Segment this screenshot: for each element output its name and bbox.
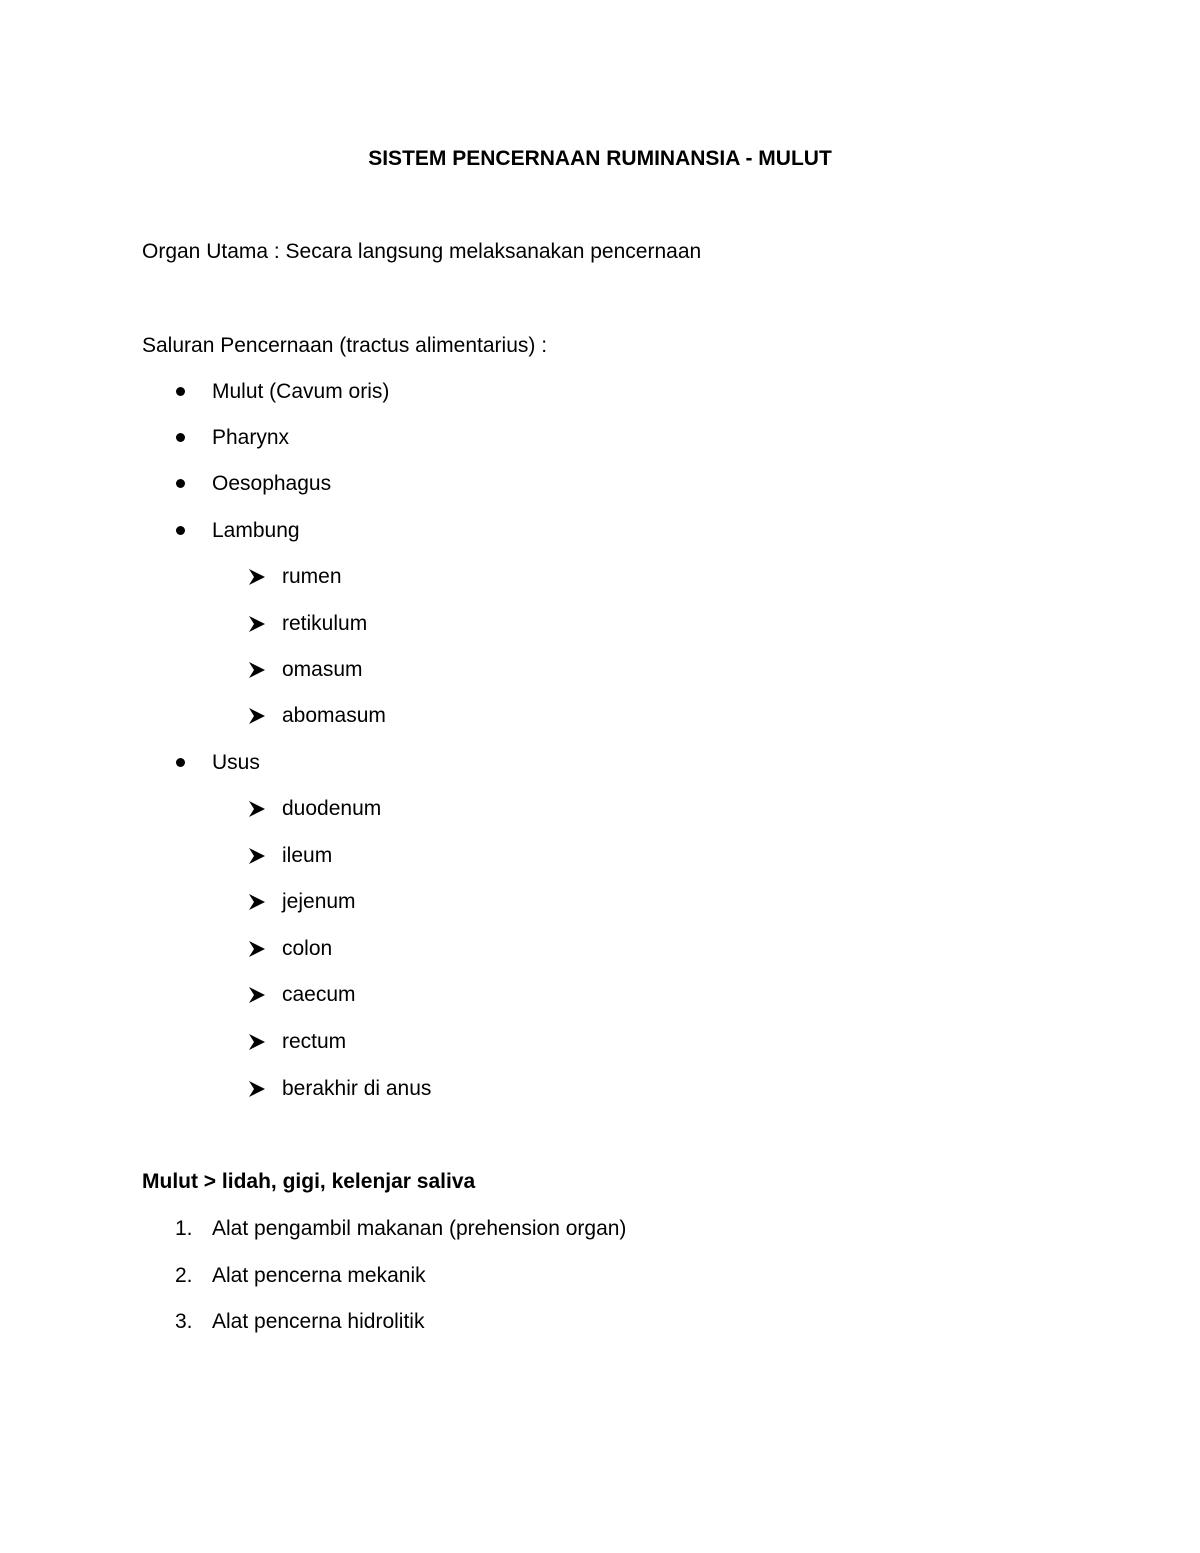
item-number: 3. — [175, 1310, 193, 1333]
arrowhead-icon — [247, 660, 267, 680]
document-title: SISTEM PENCERNAAN RUMINANSIA - MULUT — [368, 147, 832, 170]
sub-list-item-label: colon — [282, 937, 333, 960]
list-item-label: Oesophagus — [212, 472, 332, 495]
bullet-icon — [176, 387, 185, 396]
arrowhead-icon — [247, 706, 267, 726]
saluran-heading: Saluran Pencernaan (tractus alimentarius) : — [142, 334, 548, 357]
list-item-label: Usus — [212, 751, 260, 774]
numbered-item-label: Alat pencerna hidrolitik — [212, 1310, 425, 1333]
sub-list-item-label: abomasum — [282, 704, 386, 727]
list-item-label: Mulut (Cavum oris) — [212, 380, 390, 403]
arrowhead-icon — [247, 1079, 267, 1099]
sub-list-item-label: rumen — [282, 565, 342, 588]
arrowhead-icon — [247, 985, 267, 1005]
sub-list-item-label: duodenum — [282, 797, 382, 820]
sub-list-item-label: ileum — [282, 844, 333, 867]
sub-list-item-label: rectum — [282, 1030, 347, 1053]
sub-list-item-label: omasum — [282, 658, 363, 681]
sub-list-item-label: jejenum — [282, 890, 356, 913]
mulut-heading: Mulut > lidah, gigi, kelenjar saliva — [142, 1170, 476, 1193]
bullet-icon — [176, 526, 185, 535]
bullet-icon — [176, 433, 185, 442]
arrowhead-icon — [247, 614, 267, 634]
bullet-icon — [176, 758, 185, 767]
bullet-icon — [176, 479, 185, 488]
arrowhead-icon — [247, 892, 267, 912]
organ-utama-text: Organ Utama : Secara langsung melaksanakan pencernaan — [142, 240, 702, 263]
arrowhead-icon — [247, 799, 267, 819]
item-number: 2. — [175, 1264, 193, 1287]
arrowhead-icon — [247, 846, 267, 866]
sub-list-item-label: retikulum — [282, 612, 368, 635]
item-number: 1. — [175, 1217, 193, 1240]
arrowhead-icon — [247, 939, 267, 959]
list-item-label: Lambung — [212, 519, 300, 542]
list-item-label: Pharynx — [212, 426, 290, 449]
numbered-item-label: Alat pengambil makanan (prehension organ) — [212, 1217, 627, 1240]
arrowhead-icon — [247, 567, 267, 587]
sub-list-item-label: berakhir di anus — [282, 1077, 432, 1100]
sub-list-item-label: caecum — [282, 983, 356, 1006]
arrowhead-icon — [247, 1032, 267, 1052]
numbered-item-label: Alat pencerna mekanik — [212, 1264, 426, 1287]
